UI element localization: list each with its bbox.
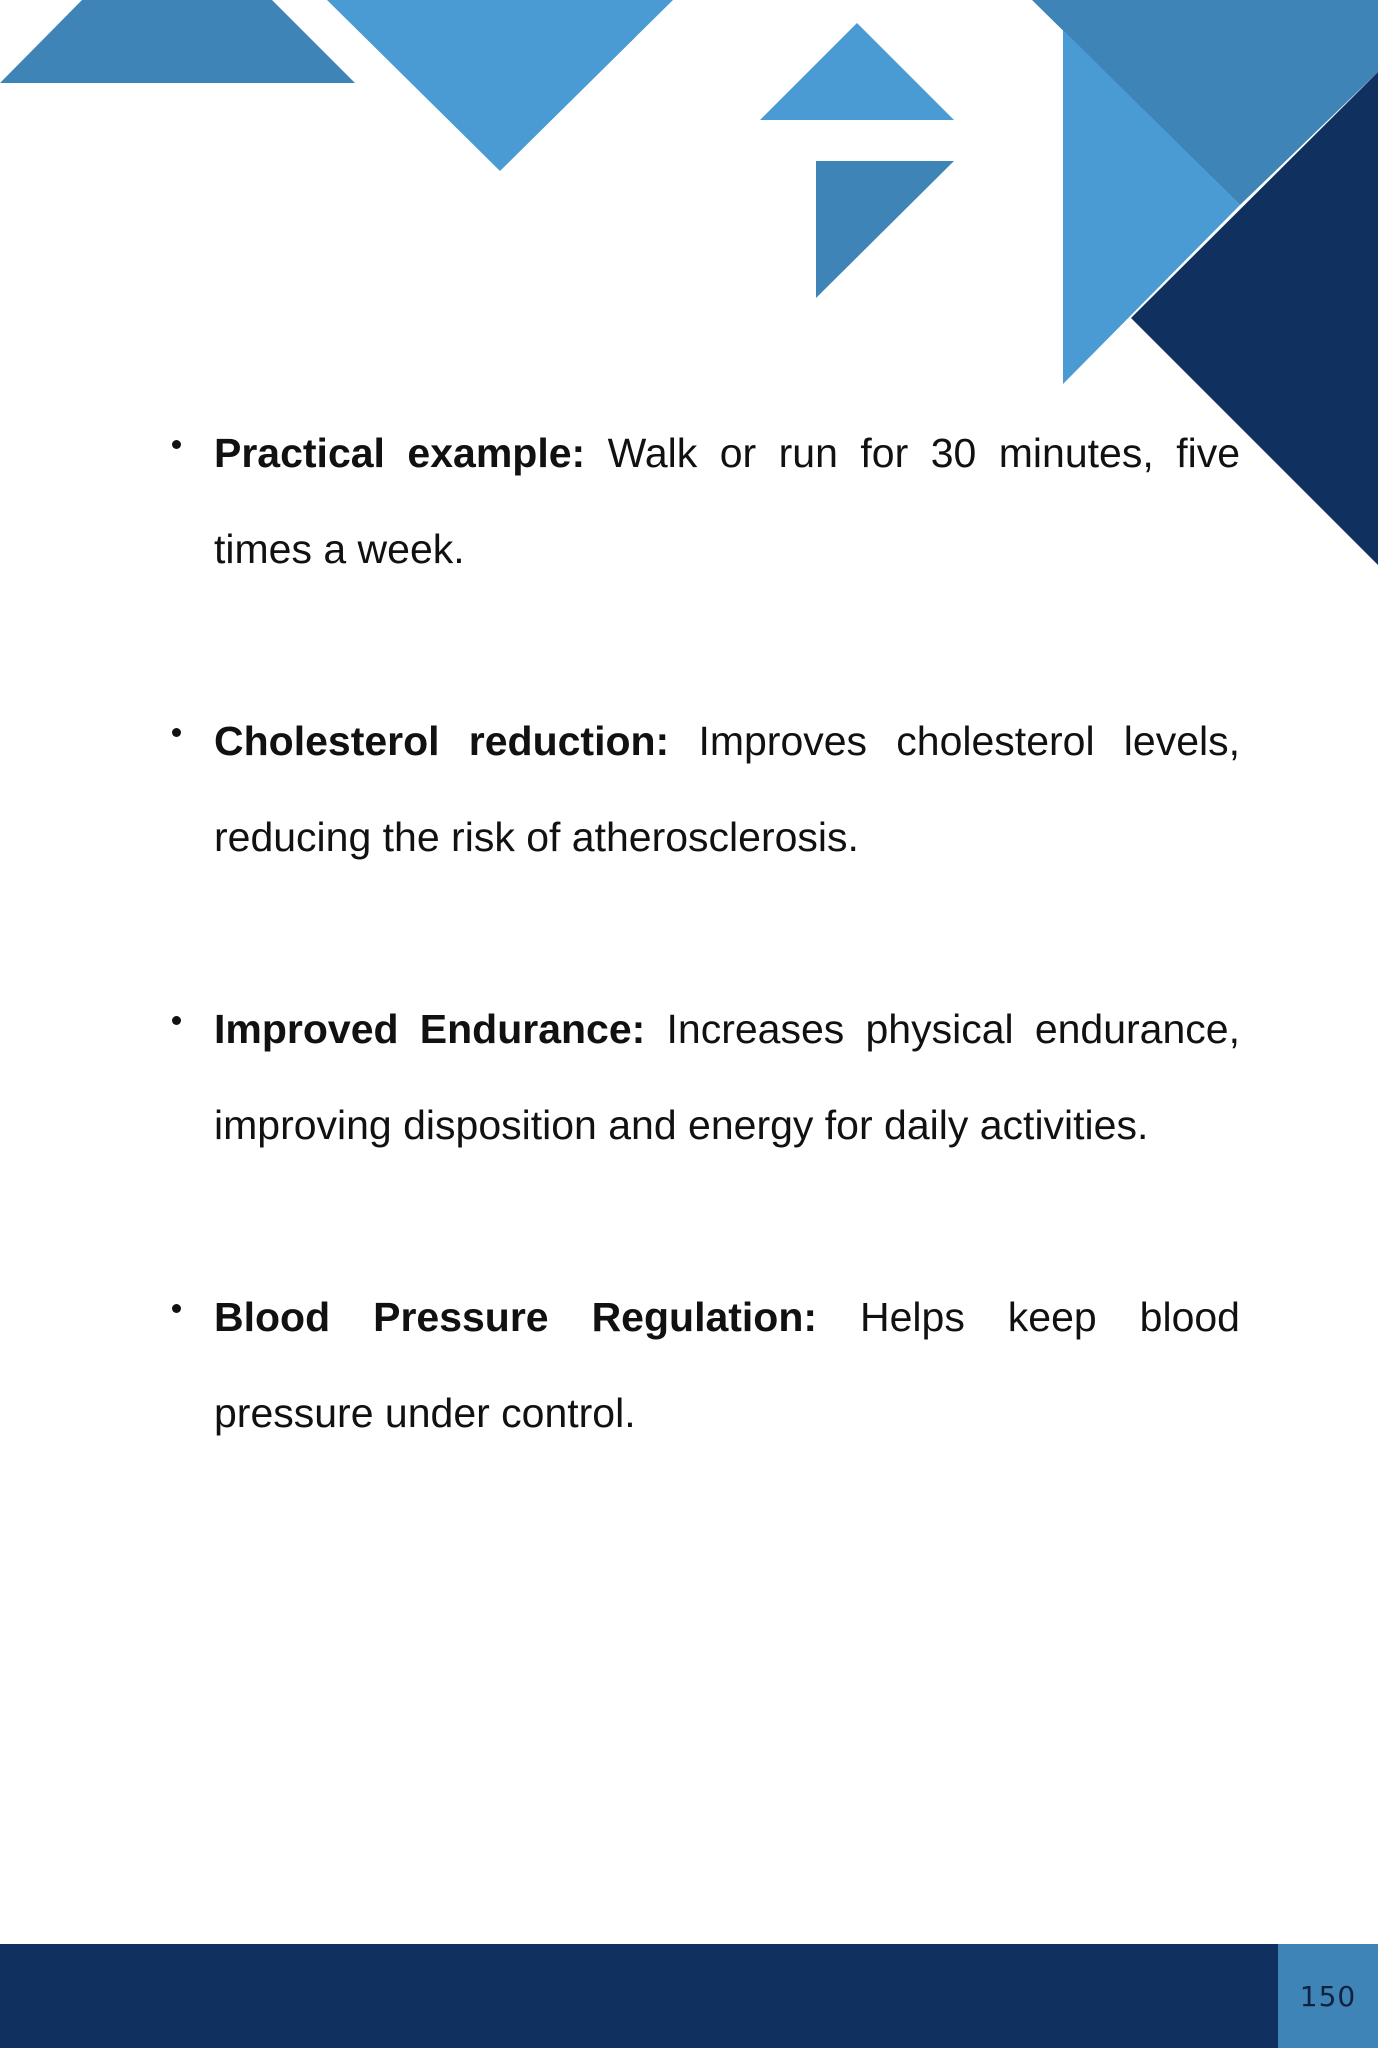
page-number-box bbox=[1278, 1944, 1378, 2048]
bullet-paragraph bbox=[214, 405, 1240, 597]
bullet-point bbox=[172, 1304, 181, 1313]
list-item bbox=[172, 693, 1240, 885]
bullet-point bbox=[172, 728, 181, 737]
bullet-point bbox=[172, 440, 181, 449]
list-item bbox=[172, 405, 1240, 597]
decor-triangle-left bbox=[0, 0, 355, 83]
bullet-list bbox=[172, 405, 1240, 1557]
bullet-paragraph bbox=[214, 1269, 1240, 1461]
bullet-description: Helps keep blood pressure under control. bbox=[214, 1294, 1240, 1436]
bullet-description: Improves cholesterol levels, reducing the risk of atherosclerosis. bbox=[214, 718, 1241, 860]
decor-triangle-center bbox=[327, 0, 673, 171]
bullet-description: Walk or run for 30 minutes, five times a week. bbox=[214, 430, 1241, 572]
decor-triangle-small-down bbox=[816, 161, 954, 298]
bullet-term: Practical example: bbox=[214, 430, 586, 476]
bullet-paragraph bbox=[214, 981, 1240, 1173]
bullet-description: Increases physical endurance, improving disposition and energy for daily activities. bbox=[214, 1006, 1240, 1148]
bullet-term: Blood Pressure Regulation: bbox=[214, 1294, 818, 1340]
page-number: 150 bbox=[1299, 1979, 1357, 2013]
bullet-term: Improved Endurance: bbox=[214, 1006, 646, 1052]
footer-bar bbox=[0, 1944, 1378, 2048]
list-item bbox=[172, 981, 1240, 1173]
bullet-paragraph bbox=[214, 693, 1240, 885]
decor-triangle-small-up bbox=[760, 23, 954, 120]
bullet-term: Cholesterol reduction: bbox=[214, 718, 670, 764]
bullet-point bbox=[172, 1016, 181, 1025]
list-item bbox=[172, 1269, 1240, 1461]
